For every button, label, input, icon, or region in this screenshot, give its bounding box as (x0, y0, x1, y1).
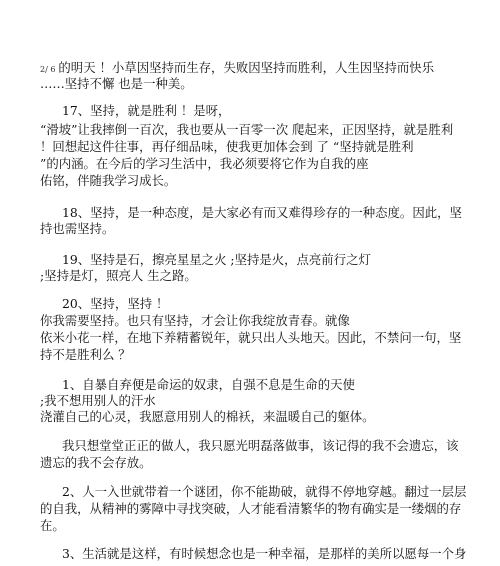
text-line-4: “滑坡”让我摔倒一百次，我也要从一百零一次 爬起来，正因坚持，就是胜利 (40, 122, 454, 137)
text-line-3: 17、坚持，就是胜利 ！是呀， (62, 103, 231, 118)
text-line-19: 我只想堂堂正正的做人，我只愿光明磊落做事，该记得的我不会遗忘，该 (62, 438, 459, 453)
text-line-8: 18、坚持，是一种态度，是大家必有而又难得珍存的一种态度。因此，坚 (62, 205, 462, 220)
text-line-16: 1、自暴自弃便是命运的奴隶，自强不息是生命的天使 (62, 377, 355, 392)
text-line-6: ”的内涵。在今后的学习生活中，我必须要将它作为自我的座 (40, 156, 369, 171)
text-line-22: 的自我，从精神的雾障中寻找突破，人才能看清繁华的物有确实是一缕烟的存 (40, 501, 462, 516)
text-line-18: 浇灌自己的心灵，我愿意用别人的棉袄，来温暖自己的躯体。 (40, 409, 375, 424)
text-line-10: 19、坚持是石，擦亮星星之火 ;坚持是火，点亮前行之灯 (62, 252, 371, 267)
text-line-1: 2/ 6 的明天 ！小草因坚持而生存，失败因坚持而胜利，人生因坚持而快乐 (40, 60, 435, 75)
text-line-7: 佑铭，伴随我学习成长。 (40, 173, 177, 188)
text-line-24: 3、生活就是这样，有时候想念也是一种幸福，是那样的美所以愿每一个身 (62, 546, 467, 561)
text-line-23: 在。 (40, 518, 65, 533)
text-line-14: 依米小花一样，在地下养精蓄锐年，就只出人头地天。因此，不禁问一句，坚 (40, 330, 462, 345)
text-line-17: ;我不想用别人的汗水 (40, 393, 156, 408)
text-line-15: 持不是胜利么 ？ (40, 347, 131, 362)
text-line-20: 遗忘的我不会存放。 (40, 455, 152, 470)
text-line-21: 2、人一入世就带着一个谜团，你不能勘破，就得不停地穿越。翻过一层层 (62, 484, 467, 499)
text-line-9: 持也需坚持。 (40, 221, 115, 236)
text-line-12: 20、坚持，坚持 ！ (62, 296, 169, 311)
text-line-2: ……坚持不懈 也是一种美。 (40, 76, 193, 91)
text-line-13: 你我需要坚持。也只有坚持，才会让你我绽放青春。就像 (40, 313, 350, 328)
page-number: 2/ 6 (40, 65, 56, 74)
text-line-11: ;坚持是灯，照亮人 生之路。 (40, 268, 197, 283)
text-line-5: ！回想起这件往事，再仔细品味，使我更加体会到 了 “坚持就是胜利 (40, 139, 414, 154)
